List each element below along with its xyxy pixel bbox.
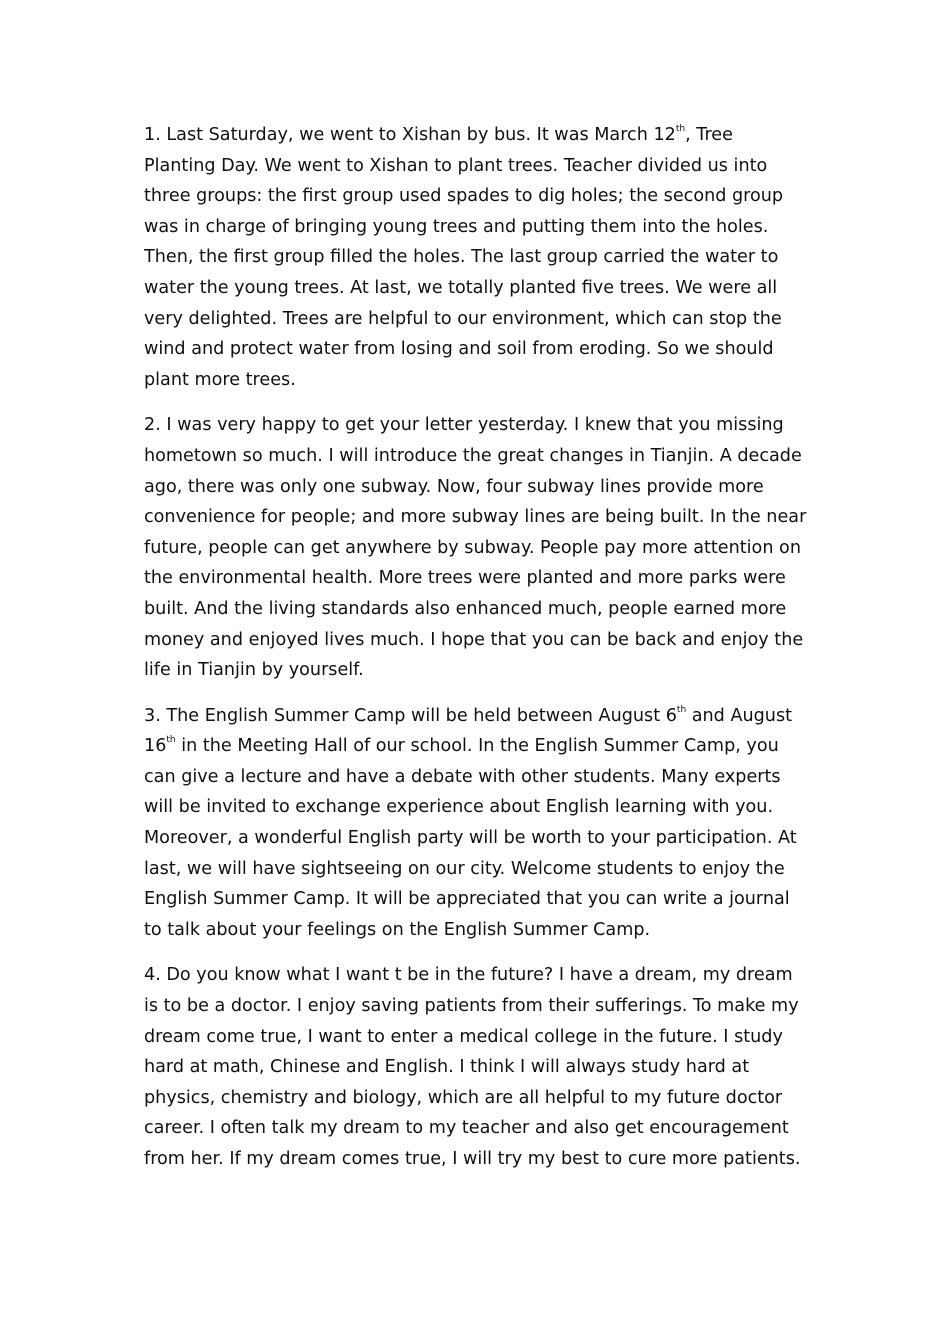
paragraph-4 (144, 960, 810, 1174)
document-page (144, 120, 810, 1190)
paragraph-text: and August 16 (144, 705, 793, 757)
ordinal-suffix: th (675, 124, 686, 134)
ordinal-suffix: th (166, 735, 176, 746)
paragraph-text: in the Meeting Hall of our school. In the English Summer Camp, you can give a lecture and have a debate with other students. Many experts will be invited to exchange experience about English learning with you. Moreover, a wonderful English party will be worth to your participation. At last, we will have sightseeing on our city. Welcome students to enjoy the English Summer Camp. It will be appreciated that you can write a journal to talk about your feelings on the English Summer Camp. (144, 736, 797, 940)
paragraph-text: , Tree Planting Day. We went to Xishan to plant trees. Teacher divided us into three groups: the first group used spades to dig holes; the second group was in charge of bringing young trees and putting them into the holes. Then, the first group filled the holes. The last group carried the water to water the young trees. At last, we totally planted five trees. We were all very delighted. Trees are helpful to our environment, which can stop the wind and protect water from losing and soil from eroding. So we should plant more trees. (144, 125, 784, 390)
paragraph-1 (144, 120, 810, 395)
ordinal-suffix: th (676, 704, 687, 715)
paragraph-3 (144, 701, 810, 946)
paragraph-2 (144, 410, 810, 685)
paragraph-text: 1. Last Saturday, we went to Xishan by bus. It was March 12 (144, 125, 676, 145)
paragraph-text: 4. Do you know what I want t be in the future? I have a dream, my dream is to be a doctor. I enjoy saving patients from their sufferings. To make my dream come true, I want to enter a medical college in the future. I study hard at math, Chinese and English. I think I will always study hard at physics, chemistry and biology, which are all helpful to my future doctor career. I often talk my dream to my teacher and also get encouragement from her. If my dream comes true, I will try my best to cure more patients. (144, 965, 801, 1169)
paragraph-text: 3. The English Summer Camp will be held between August 6 (144, 705, 677, 726)
paragraph-text: 2. I was very happy to get your letter yesterday. I knew that you missing hometown so much. I will introduce the great changes in Tianjin. A decade ago, there was only one subway. Now, four subway lines provide more convenience for people; and more subway lines are being built. In the near future, people can get anywhere by subway. People pay more attention on the environmental health. More trees were planted and more parks were built. And the living standards also enhanced much, people earned more money and enjoyed lives much. I hope that you can be back and enjoy the life in Tianjin by yourself. (144, 415, 807, 681)
